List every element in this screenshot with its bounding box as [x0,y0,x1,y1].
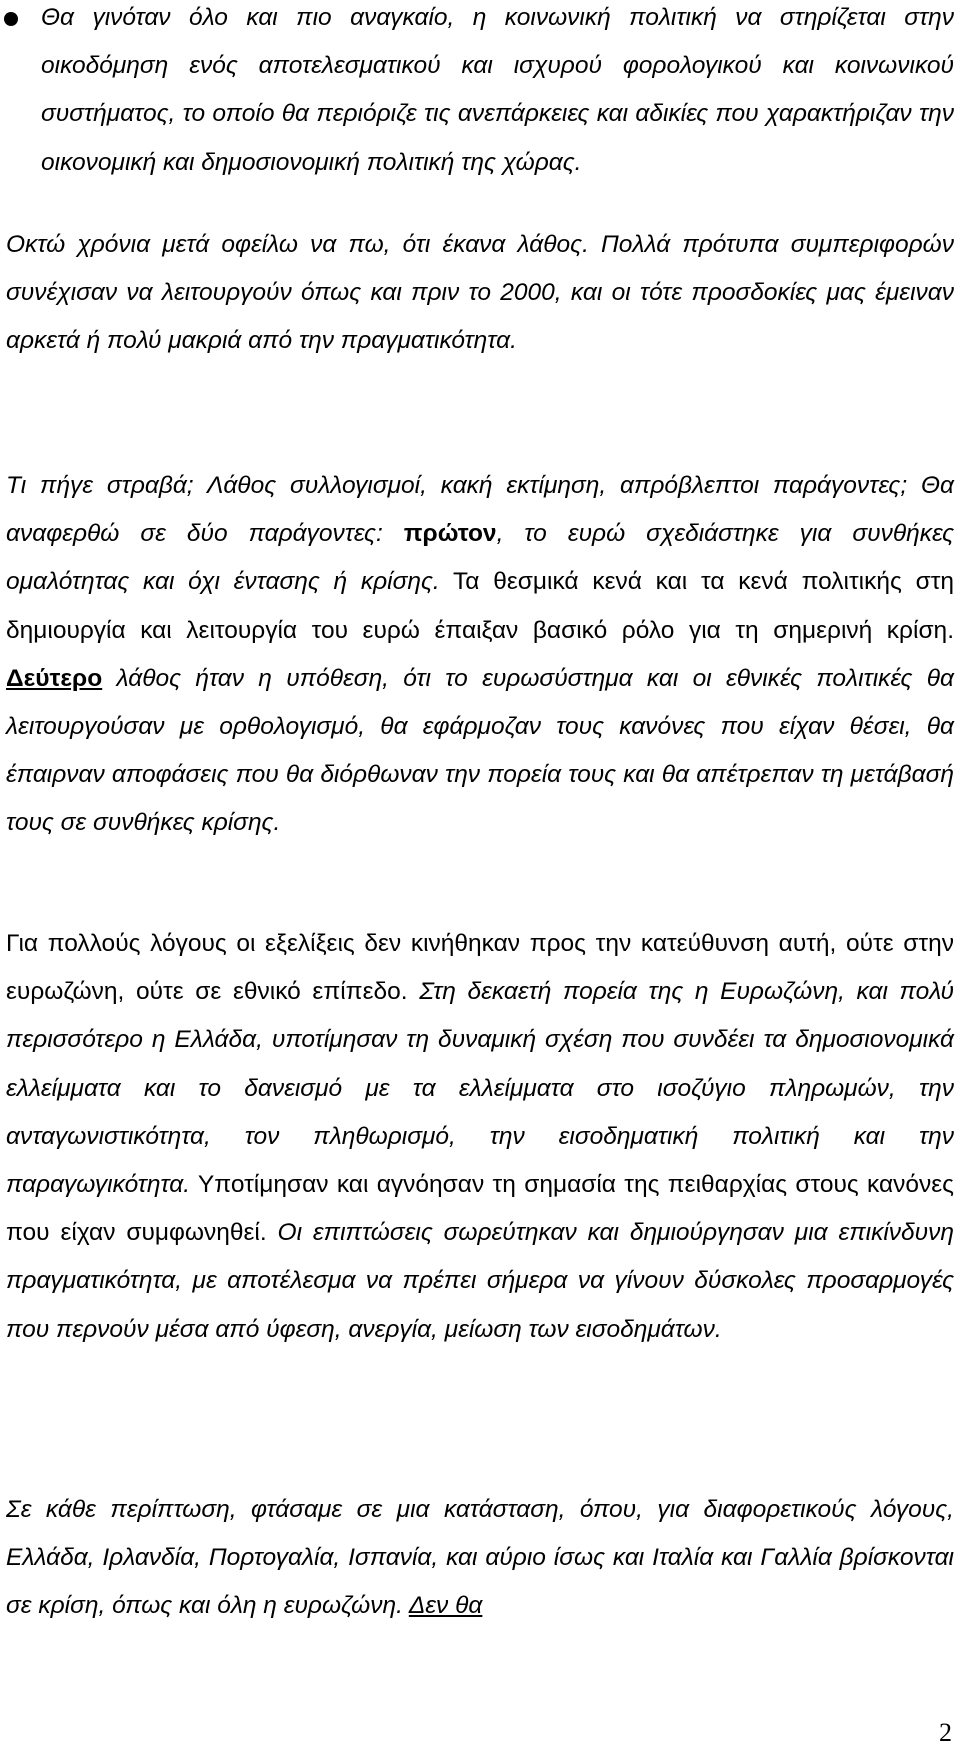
paragraph-text-italic: Οι επιπτώσεις σωρεύτηκαν και δημιούργησαν μια επικίνδυνη πραγματικότητα, με αποτέλεσμα να πρέπει σήμερα να γίνουν δύσκολες προσαρμογές που περνούν μέσα από ύφεση, ανεργία, μείωση των εισοδημάτων. [6,1219,954,1343]
paragraph [6,221,954,366]
paragraph-text-roman: Για πολλούς λόγους οι εξελίξεις δεν κινήθηκαν προς την κατεύθυνση αυτή, ούτε στην ευρωζώνη, ούτε σε εθνικό επίπεδο. [6,930,954,1006]
paragraph [6,462,954,848]
bold-term-first: πρώτον [403,520,497,548]
paragraph-text: Οκτώ χρόνια μετά οφείλω να πω, ότι έκανα λάθος. Πολλά πρότυπα συμπεριφορών συνέχισαν να λειτουργούν όπως και πριν το 2000, και οι τότε προσδοκίες μας έμειναν αρκετά ή πολύ μακριά από την πραγματικότητα. [6,231,954,355]
paragraph-text-italic: , το ευρώ σχεδιάστηκε για συνθήκες ομαλότητας και όχι έντασης ή κρίσης. [6,520,954,596]
paragraph-text-italic: Στη δεκαετή πορεία της η Ευρωζώνη, και πολύ περισσότερο η Ελλάδα, υποτίμησαν τη δυναμική σχέση που συνδέει τα δημοσιονομικά ελλείμματα και το δανεισμό με τα ελλείμματα στο ισοζύγιο πληρωμών, την ανταγωνιστικότητα, τον πληθωρισμό, την εισοδηματική πολιτική και την παραγωγικότητα. [6,978,954,1199]
paragraph-text-roman: Υποτίμησαν και αγνόησαν τη σημασία της πειθαρχίας στους κανόνες που είχαν συμφωνηθεί. [6,1171,954,1247]
paragraph-text: Θα γινόταν όλο και πιο αναγκαίο, η κοινωνική πολιτική να στηρίζεται στην οικοδόμηση ενός αποτελεσματικού και ισχυρού φορολογικού και κοινωνικού συστήματος, το οποίο θα περιόριζε τις ανεπάρκειες και αδικίες που χαρακτήριζαν την οικονομική και δημοσιονομική πολιτική της χώρας. [41,4,954,176]
paragraph-text-roman: Τα θεσμικά κενά και τα κενά πολιτικής στη δημιουργία και λειτουργία του ευρώ έπαιξαν βασικό ρόλο για τη σημερινή κρίση. [6,568,954,644]
paragraph-text-italic: Σε κάθε περίπτωση, φτάσαμε σε μια κατάσταση, όπου, για διαφορετικούς λόγους, Ελλάδα, Ιρλανδία, Πορτογαλία, Ισπανία, και αύριο ίσως και Ιταλία και Γαλλία βρίσκονται σε κρίση, όπως και όλη η ευρωζώνη. [6,1496,954,1620]
bold-term-second: Δεύτερο [6,664,103,692]
paragraph [6,1486,954,1631]
bullet-paragraph [41,0,954,187]
paragraph [6,920,954,1354]
page-number: 2 [939,1718,952,1747]
underlined-text: Δεν θα [408,1592,483,1620]
paragraph-text-italic: λάθος ήταν η υπόθεση, ότι το ευρωσύστημα και οι εθνικές πολιτικές θα λειτουργούσαν με ορθολογισμό, θα εφάρμοζαν τους κανόνες που είχαν θέσει, θα έπαιρναν αποφάσεις που θα διόρθωναν την πορεία τους και θα απέτρεπαν τη μετάβασή τους σε συνθήκες κρίσης. [6,664,954,837]
paragraph-text-italic: Τι πήγε στραβά; Λάθος συλλογισμοί, κακή εκτίμηση, απρόβλεπτοι παράγοντες; Θα αναφερθώ σε δύο παράγοντες: [6,472,954,548]
bullet-icon [4,12,18,26]
